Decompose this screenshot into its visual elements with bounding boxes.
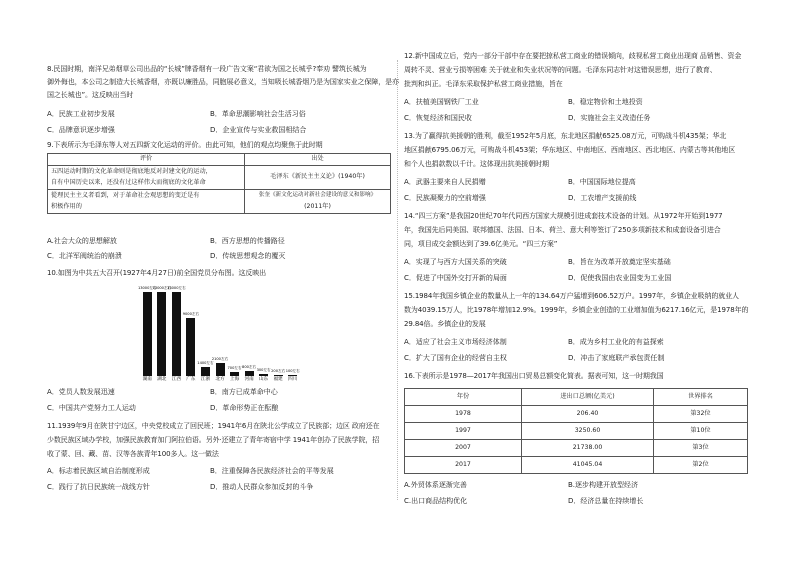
chart-value-label: 13000左右 [152,286,172,291]
q12-option-a[interactable]: A．扶植美国钢铁厂工业 [404,98,479,106]
q12-option-b[interactable]: B．稳定物价和土地投资 [568,98,643,106]
q14-option-c[interactable]: C．促进了中国外交打开新的局面 [404,274,507,282]
q16-cell-total: 3250.60 [522,423,654,440]
q10-option-a[interactable]: A．党员人数发展迅速 [47,388,115,396]
q12-line-2: 周转不灵、营业亏损等困难 关于就业和失业状况等的问题。毛泽东同志针对这错误思想，进行了教育、 [404,66,717,74]
q13-option-c[interactable]: C．民族凝聚力的空前增强 [404,194,486,202]
q9-cell: 张奎《新文化运动对新社会建设的意义和影响》 [245,190,391,202]
q11-option-c[interactable]: C．践行了抗日民族统一战线方针 [47,483,150,491]
q9-cell: 五四运动时期的文化革命则是彻底地反对封建文化的运动， [48,166,245,178]
q16-cell-rank: 第10位 [654,423,748,440]
chart-value-label: 13000左右 [137,286,157,291]
q10-option-c[interactable]: C．中国共产党努力工人运动 [47,404,136,412]
chart-category-label: 山东 [259,377,269,382]
q10-option-d[interactable]: D．革命形势正在酝酿 [210,404,279,412]
q16-header-year: 年份 [405,389,522,406]
q9-table [47,153,391,214]
q16-cell-rank: 第2位 [654,457,748,474]
chart-bar [172,292,181,376]
q8-option-d[interactable]: D．企业宣传与实业救国相结合 [210,126,307,134]
q8-option-c[interactable]: C．品牌意识逐步增强 [47,126,115,134]
q8-option-a[interactable]: A．民族工业初步发展 [47,110,115,118]
q16-cell-year: 1978 [405,406,522,423]
q16-cell-rank: 第32位 [654,406,748,423]
q12-option-d[interactable]: D．实施社会主义改造任务 [568,114,651,122]
chart-bar [143,292,152,376]
q14-option-a[interactable]: A．实现了与西方大国关系的突破 [404,258,507,266]
chart-value-label: 200左右 [271,368,286,373]
q15-option-a[interactable]: A．适应了社会主义市场经济体制 [404,338,507,346]
q11-option-b[interactable]: B．注重保障各民族经济社会的平等发展 [210,467,334,475]
party-member-chart [137,280,300,385]
q13-option-a[interactable]: A．武器主要来自人民捐赠 [404,178,486,186]
q16-table [404,388,748,474]
q16-cell-year: 2007 [405,440,522,457]
q14-line-1: 14.“四三方案”是我国20世纪70年代同西方国家大规模引进成套技术设备的计划。从1972年开始到1977 [404,212,723,220]
chart-bar [216,363,225,377]
q16-cell-year: 2017 [405,457,522,474]
chart-category-label: 湖南 [142,377,152,382]
chart-category-label: 福建 [273,377,283,382]
chart-category-label: 广东 [186,377,196,382]
q16-stem: 16.下表所示是1978—2017年我国出口贸易总额变化简表。据表可知，这一时期我国 [404,372,664,380]
q15-line-1: 15.1984年我国乡镇企业的数量从上一年的134.64万户猛增到606.52万户。1997年，乡镇企业吸纳的就业人 [404,292,739,300]
q15-option-d[interactable]: D．冲击了家庭联产承包责任制 [568,354,665,362]
q9-option-a[interactable]: A.社会大众的思想解放 [47,237,117,245]
q15-line-2: 数为4039.15万人，比1978年增加12.9%。1999年，乡镇企业创造的工业增加值为6217.16亿元，是1978年的 [404,306,749,314]
column-divider [397,60,398,500]
q13-line-3: 和个人也捐款数以千计。这体现出抗美援朝时期 [404,160,549,168]
q13-line-1: 13.为了赢得抗美援朝的胜利，截至1952年5月底，东北地区捐献6525.08万元，可购战斗机435架；华北 [404,132,727,140]
chart-value-label: 300左右 [256,368,271,373]
q12-line-1: 12.新中国成立后，党内一部分干部中存在要把掠私营工商业的错误倾向，歧视私营工商业出现商 品销售、资金 [404,52,742,60]
q16-option-a[interactable]: A.外贸体系逐渐完善 [404,481,467,489]
q9-header-eval: 评价 [48,154,245,166]
q16-cell-total: 21738.00 [522,440,654,457]
chart-value-label: 100左右 [285,369,300,374]
chart-bar [245,371,254,376]
chart-bar [274,375,283,376]
chart-bar [186,318,195,376]
q10-option-b[interactable]: B．南方已成革命中心 [210,388,278,396]
chart-value-label: 800左右 [242,364,257,369]
q8-option-b[interactable]: B．革命思潮影响社会生活习俗 [210,110,306,118]
chart-value-label: 700左右 [227,365,242,370]
q16-cell-total: 41045.04 [522,457,654,474]
chart-category-label: 江浙 [200,377,211,382]
q9-cell: 积极作用的 [48,202,245,214]
chart-category-label: 上海 [229,377,240,382]
q8-line-2: 御外侮也，本公司之制造大长城香烟，亦既以廉胜品，同胞展必意义，当知吸长城香烟乃是为国家实业之保障，是亦 [47,78,399,86]
q9-cell: 毛泽东《新民主主义论》(1940年) [245,166,391,190]
q9-option-b[interactable]: B．西方思想的传播路径 [210,237,285,245]
q15-option-c[interactable]: C．扩大了国有企业的经营自主权 [404,354,507,362]
q9-cell: 從理民主主义者看到，对于革命社会观思想的变迁是有 [48,190,245,202]
q14-line-3: 同，项目成交金额达到了39.6亿美元。“四三方案” [404,240,558,248]
chart-category-label: 湖北 [157,377,167,382]
q14-option-b[interactable]: B．旨在为改革开放奠定坚实基础 [568,258,671,266]
q9-header-source: 出处 [245,154,391,166]
q11-line-3: 收了蒙、回、藏、苗、汉等各族青年100多人。这一做法 [47,450,219,458]
q16-cell-total: 206.40 [522,406,654,423]
q9-cell: 自有中国历史以来，还没有过这样伟大而彻底的文化革命 [48,178,245,190]
chart-value-label: 9000左右 [182,312,200,317]
chart-value-label: 13000左右 [167,286,186,291]
chart-category-label: 北方 [215,377,225,382]
q16-option-b[interactable]: B.逐步构建开放型经济 [568,481,639,489]
chart-value-label: 1400左右 [197,361,214,365]
q9-option-d[interactable]: D．传统思想观念的覆灭 [210,252,286,260]
q11-option-a[interactable]: A．标志着民族区域自治制度形成 [47,467,150,475]
q14-option-d[interactable]: D．促使我国由农业国变为工业国 [568,274,672,282]
chart-bar [230,372,239,377]
q11-line-2: 少数民族区域办学校，加强民族教育加门阿拉伯语。另外·还建立了青年寄宿中学 1941年创办了民族学院，招 [47,436,380,444]
chart-bar [288,375,297,376]
chart-category-label: 河南 [244,377,254,382]
chart-bar [259,374,268,376]
q16-option-d[interactable]: D．经济总量在持续增长 [568,497,644,505]
q8-line-3: 国之长城也”。这反映出当时 [47,91,134,99]
chart-category-label: 江西 [171,377,181,382]
q15-option-b[interactable]: B．成为乡村工业化的有益探索 [568,338,664,346]
q16-cell-year: 1997 [405,423,522,440]
q14-line-2: 年，我国先后同美国、联邦德国、法国、日本、荷兰、意大利等签订了250多项新技术和成套设备引进合 [404,226,721,234]
chart-bar [157,292,166,376]
q8-line-1: 8.民国时期，南洋兄弟烟草公司出品的“长城”牌香烟有一段广告文案“君欲为国之长城乎?奉劝 譬筑长城为 [47,65,367,73]
q12-line-3: 批判和纠正。毛泽东采取保护私营工商业措施，旨在 [404,80,563,88]
q11-option-d[interactable]: D．推动人民群众参加反封的斗争 [210,483,314,491]
q12-option-c[interactable]: C．恢复经济和国民收 [404,114,472,122]
chart-bar [201,367,210,376]
chart-category-label: 四川 [288,377,298,382]
chart-value-label: 2100左右 [211,356,229,361]
q9-option-c[interactable]: C．北洋军阀统治的崩溃 [47,252,122,260]
q15-line-3: 29.84倍。乡镇企业的发展 [404,320,486,328]
q16-option-c[interactable]: C.出口商品结构优化 [404,497,468,505]
q11-line-1: 11.1939年9月在陕甘宁边区，中央党校成立了回民班；1941年6月在陕北公学成立了民族部；边区 政府还在 [47,422,380,430]
q9-cell: (2011年) [245,202,391,214]
q13-line-2: 地区捐献6795.06万元，可购战斗机453架；华东地区、中南地区、西南地区、西北地区、内蒙古等其他地区 [404,146,736,154]
q9-stem: 9.下表所示为毛泽东等人对五四新文化运动的评价。由此可知，他们的观点均聚焦于此时期 [47,141,323,149]
q16-header-rank: 世界排名 [654,389,748,406]
q10-stem: 10.如图为中共五大召开(1927年4月27日)前全国党员分布图。这反映出 [47,269,267,277]
q16-cell-rank: 第3位 [654,440,748,457]
q13-option-d[interactable]: D．工农增产支援前线 [568,194,637,202]
q16-header-total: 进出口总额(亿美元) [522,389,654,406]
q13-option-b[interactable]: B．中国国际地位提高 [568,178,636,186]
